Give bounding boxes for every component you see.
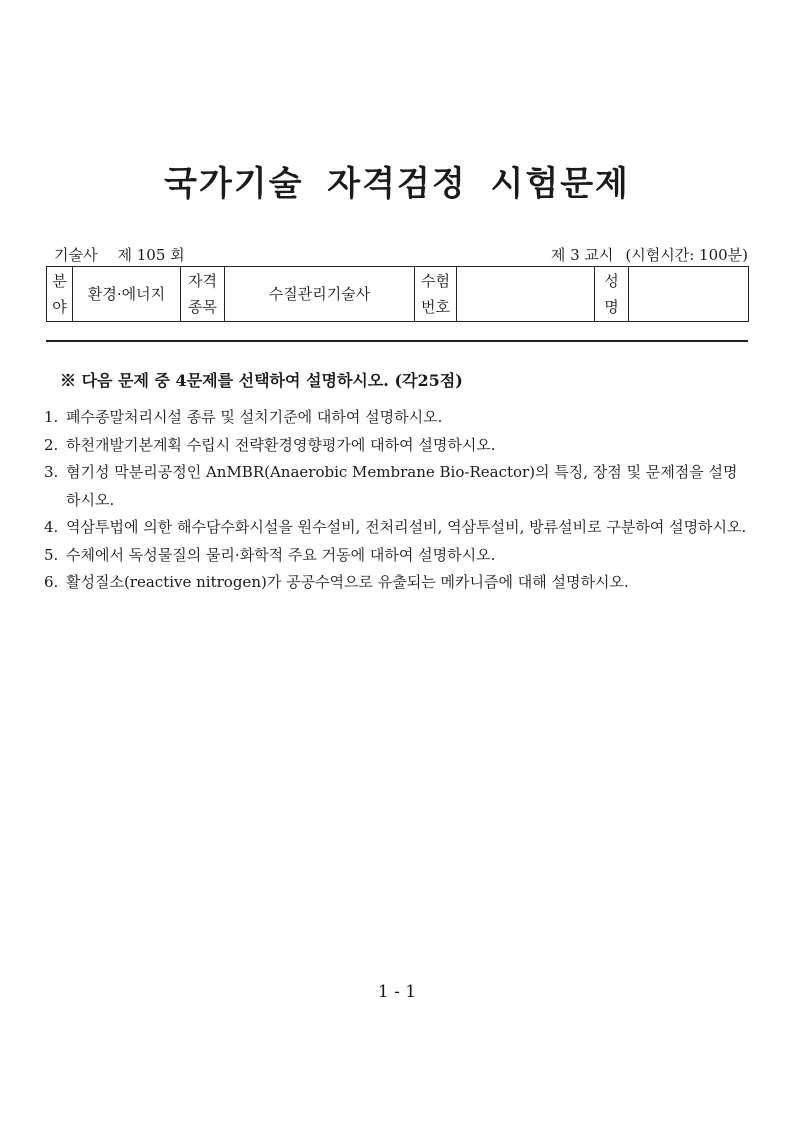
question-text: 하천개발기본계획 수립시 전략환경영향평가에 대하여 설명하시오. [66,435,496,454]
question-number: 1. [44,408,59,426]
question-text: 수체에서 독성물질의 물리·화학적 주요 거동에 대하여 설명하시오. [66,545,496,564]
question-item [44,542,748,570]
exam-time: (시험시간: 100분) [625,246,748,264]
exam-round: 제 105 회 [117,246,185,264]
question-number: 3. [44,463,59,481]
field-value: 환경·에너지 [73,267,181,322]
question-list [44,404,748,597]
question-number: 2. [44,435,59,454]
name-field[interactable] [629,267,749,322]
name-label: 성 명 [595,267,629,322]
qualification-label: 자격 종목 [181,267,225,322]
exam-number-field[interactable] [457,267,595,322]
page-title: 국가기술 자격검정 시험문제 [164,164,630,204]
question-number: 6. [44,573,59,591]
field-label: 분 야 [47,267,73,322]
divider [46,340,748,342]
question-item [44,459,748,514]
question-item [44,514,748,542]
question-text: 활성질소(reactive nitrogen)가 공공수역으로 유출되는 메카니즘에 대해 설명하시오. [66,573,629,591]
instruction-text: ※ 다음 문제 중 4문제를 선택하여 설명하시오. (각25점) [60,371,463,390]
question-text: 혐기성 막분리공정인 AnMBR(Anaerobic Membrane Bio-Reactor)의 특징, 장점 및 문제점을 설명하시오. [66,463,738,509]
exam-round-info [54,244,185,265]
question-item [44,569,748,597]
exam-session-info [551,244,748,265]
exam-session: 제 3 교시 [550,246,614,264]
question-number: 4. [44,518,59,536]
question-text: 역삼투법에 의한 해수담수화시설을 원수설비, 전처리설비, 역삼투설비, 방류설비로 구분하여 설명하시오. [66,518,747,536]
exam-info-table [46,266,749,322]
question-item [44,404,748,432]
exam-number-label: 수험 번호 [415,267,457,322]
exam-category: 기술사 [54,246,98,264]
page-number: 1 - 1 [377,982,417,1002]
question-text: 폐수종말처리시설 종류 및 설치기준에 대하여 설명하시오. [66,408,443,426]
question-item [44,432,748,460]
question-number: 5. [44,545,59,564]
qualification-value: 수질관리기술사 [225,267,415,322]
